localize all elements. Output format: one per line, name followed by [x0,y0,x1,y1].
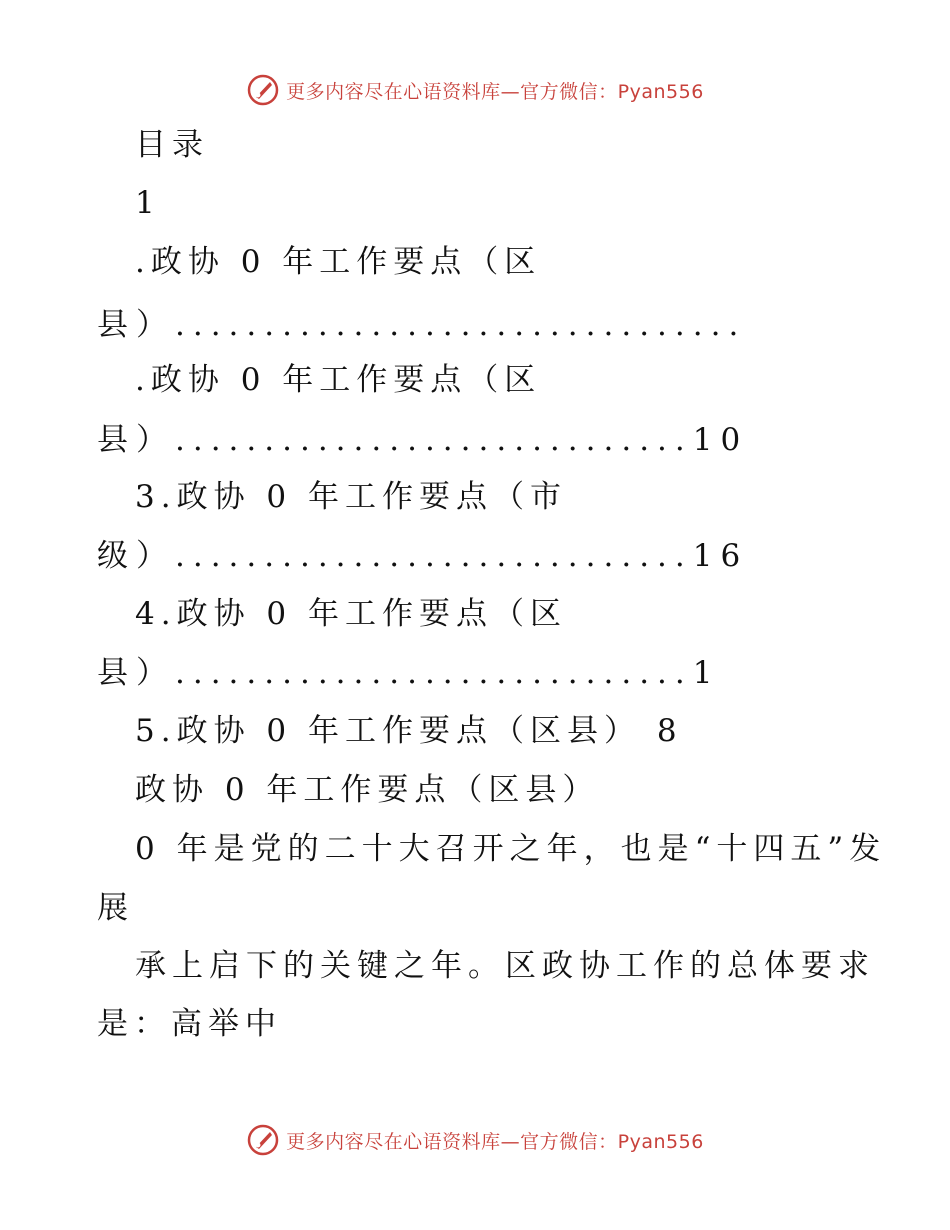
toc-entry-5: 5.政协 0 年工作要点（区县） 8 [135,713,683,749]
toc-entry-1-leader: 县）................................ [97,307,747,343]
watermark-text: 更多内容尽在心语资料库—官方微信：Pyan556 [286,1130,704,1153]
toc-entry-3: 3.政协 0 年工作要点（市 [135,479,568,515]
wechat-id: Pyan556 [617,1130,704,1153]
watermark-text: 更多内容尽在心语资料库—官方微信：Pyan556 [286,80,704,103]
toc-heading: 目录 [135,127,209,163]
paragraph-line-4: 是：高举中 [97,1006,282,1042]
toc-entry-4: 4.政协 0 年工作要点（区 [135,596,568,632]
paragraph-line-1: 0 年是党的二十大召开之年，也是“十四五”发 [135,831,887,867]
section-title: 政协 0 年工作要点（区县） [135,772,600,808]
toc-entry-3-leader: 级）.............................16 [97,538,749,574]
toc-entry-4-leader: 县）.............................1 [97,655,721,691]
toc-entry-1: .政协 0 年工作要点（区 [135,244,542,280]
toc-entry-2-leader: 县）.............................10 [97,422,749,458]
quill-logo-icon [246,1123,280,1157]
paragraph-line-2: 展 [97,890,134,926]
toc-number: 1 [135,185,161,221]
watermark-banner-bottom [0,1120,950,1160]
wechat-id: Pyan556 [617,80,704,103]
paragraph-line-3: 承上启下的关键之年。区政协工作的总体要求 [135,948,875,984]
toc-entry-2: .政协 0 年工作要点（区 [135,362,542,398]
